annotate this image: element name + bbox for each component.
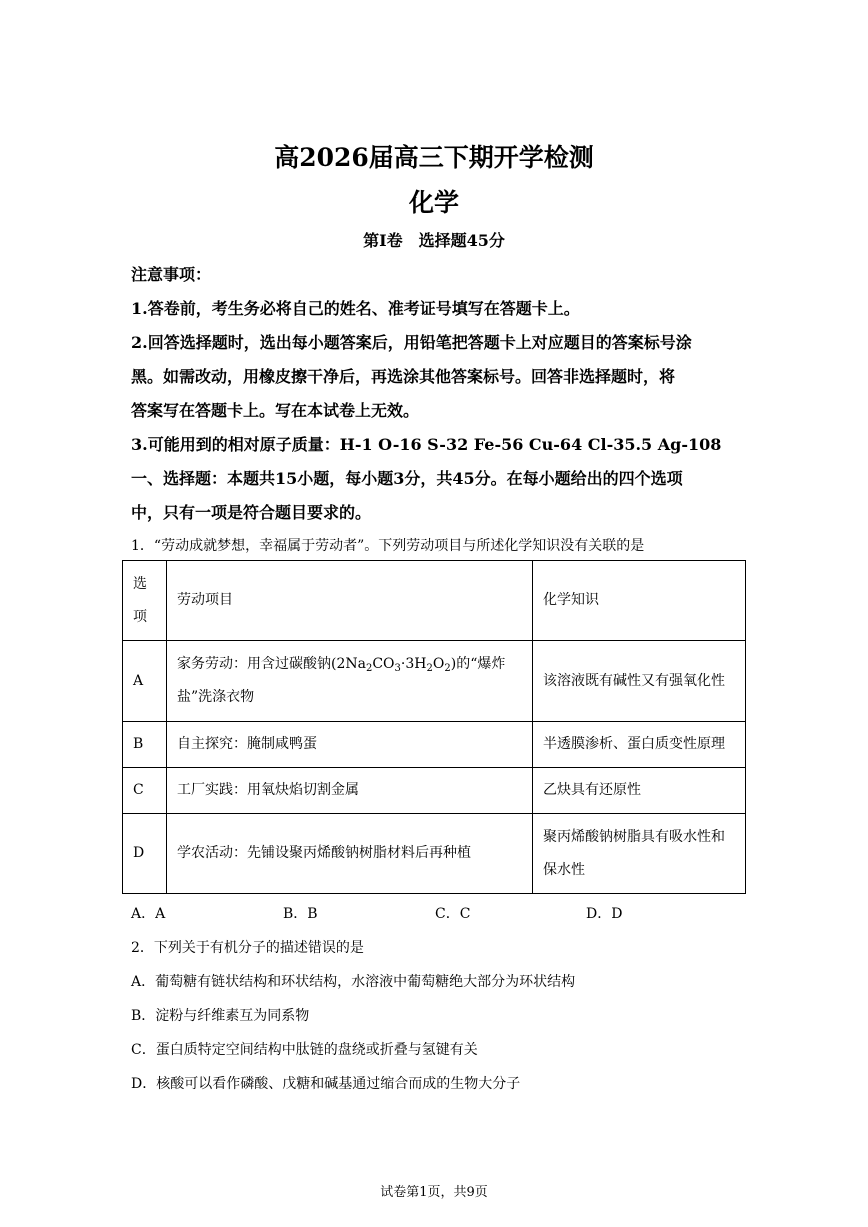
q2-option-c[interactable]: C．蛋白质特定空间结构中肽链的盘绕或折叠与氢键有关 [131, 1042, 478, 1058]
exam-title: 高2026届高三下期开学检测 [274, 143, 594, 172]
row-a-knowledge: 该溶液既有碱性又有强氧化性 [533, 641, 746, 722]
note-2-line2: 黑。如需改动，用橡皮擦干净后，再选涂其他答案标号。回答非选择题时，将 [131, 367, 676, 386]
row-a-project [167, 641, 533, 722]
note-3 [131, 432, 721, 455]
row-d-option: D [123, 814, 167, 894]
table-row [123, 561, 746, 641]
part1-line1: 一、选择题：本题共15小题，每小题3分，共45分。在每小题给出的四个选项 [131, 469, 683, 488]
q2-option-d[interactable]: D．核酸可以看作磷酸、戊糖和碱基通过缩合而成的生物大分子 [131, 1076, 521, 1092]
row-b-knowledge: 半透膜渗析、蛋白质变性原理 [533, 722, 746, 768]
q2-option-b[interactable]: B．淀粉与纤维素互为同系物 [131, 1008, 310, 1024]
q1-option-b[interactable]: B．B [283, 906, 318, 922]
q2-option-a[interactable]: A．葡萄糖有链状结构和环状结构，水溶液中葡萄糖绝大部分为环状结构 [131, 974, 576, 990]
note-3-text: 3.可能用到的相对原子质量：H-1 O-16 S-32 Fe-56 Cu-64 Cl-35.5 Ag-108 [131, 435, 722, 454]
row-d-knowledge: 聚丙烯酸钠树脂具有吸水性和保水性 [533, 814, 746, 894]
q2-stem: 2．下列关于有机分子的描述错误的是 [131, 940, 364, 956]
row-b-option: B [123, 722, 167, 768]
page-footer: 试卷第1页，共9页 [380, 1185, 488, 1200]
header-knowledge: 化学知识 [533, 561, 746, 641]
row-a-project-line1 [177, 648, 522, 681]
part1-line2: 中，只有一项是符合题目要求的。 [131, 503, 372, 522]
q1-option-d[interactable]: D．D [586, 906, 623, 922]
table-row [123, 641, 746, 722]
header-project: 劳动项目 [167, 561, 533, 641]
row-a-project-line2: 盐”洗涤衣物 [177, 689, 255, 705]
row-a-option: A [123, 641, 167, 722]
row-c-option: C [123, 768, 167, 814]
note-1: 1.答卷前，考生务必将自己的姓名、准考证号填写在答题卡上。 [131, 299, 580, 318]
formula-part: O [432, 656, 445, 672]
formula-part: CO [372, 656, 395, 672]
row-b-project: 自主探究：腌制咸鸭蛋 [167, 722, 533, 768]
row-c-project: 工厂实践：用氧炔焰切割金属 [167, 768, 533, 814]
formula-sub: 3 [394, 663, 401, 674]
formula-part: )的“爆炸 [450, 656, 506, 672]
formula-part: ·3H [400, 656, 427, 672]
notes-heading: 注意事项： [131, 265, 212, 284]
row-d-project: 学农活动：先铺设聚丙烯酸钠树脂材料后再种植 [167, 814, 533, 894]
header-option: 选项 [123, 561, 167, 641]
q1-option-c[interactable]: C．C [435, 906, 471, 922]
formula-part: 家务劳动：用含过碳酸钠(2Na [177, 656, 366, 672]
section-title: 第I卷 选择题45分 [363, 231, 505, 250]
formula-sub: 2 [365, 663, 373, 674]
note-2-line1: 2.回答选择题时，选出每小题答案后，用铅笔把答题卡上对应题目的答案标号涂 [131, 333, 692, 352]
q1-table [122, 560, 746, 894]
note-2-line3: 答案写在答题卡上。写在本试卷上无效。 [131, 401, 420, 420]
table-row [123, 722, 746, 768]
table-row [123, 768, 746, 814]
formula-sub: 2 [426, 663, 433, 674]
row-c-knowledge: 乙炔具有还原性 [533, 768, 746, 814]
formula-sub: 2 [444, 663, 451, 674]
q1-stem: 1．“劳动成就梦想，幸福属于劳动者”。下列劳动项目与所述化学知识没有关联的是 [131, 538, 645, 554]
table-row [123, 814, 746, 894]
q1-option-a[interactable]: A．A [131, 906, 166, 922]
subject-title: 化学 [408, 188, 459, 217]
